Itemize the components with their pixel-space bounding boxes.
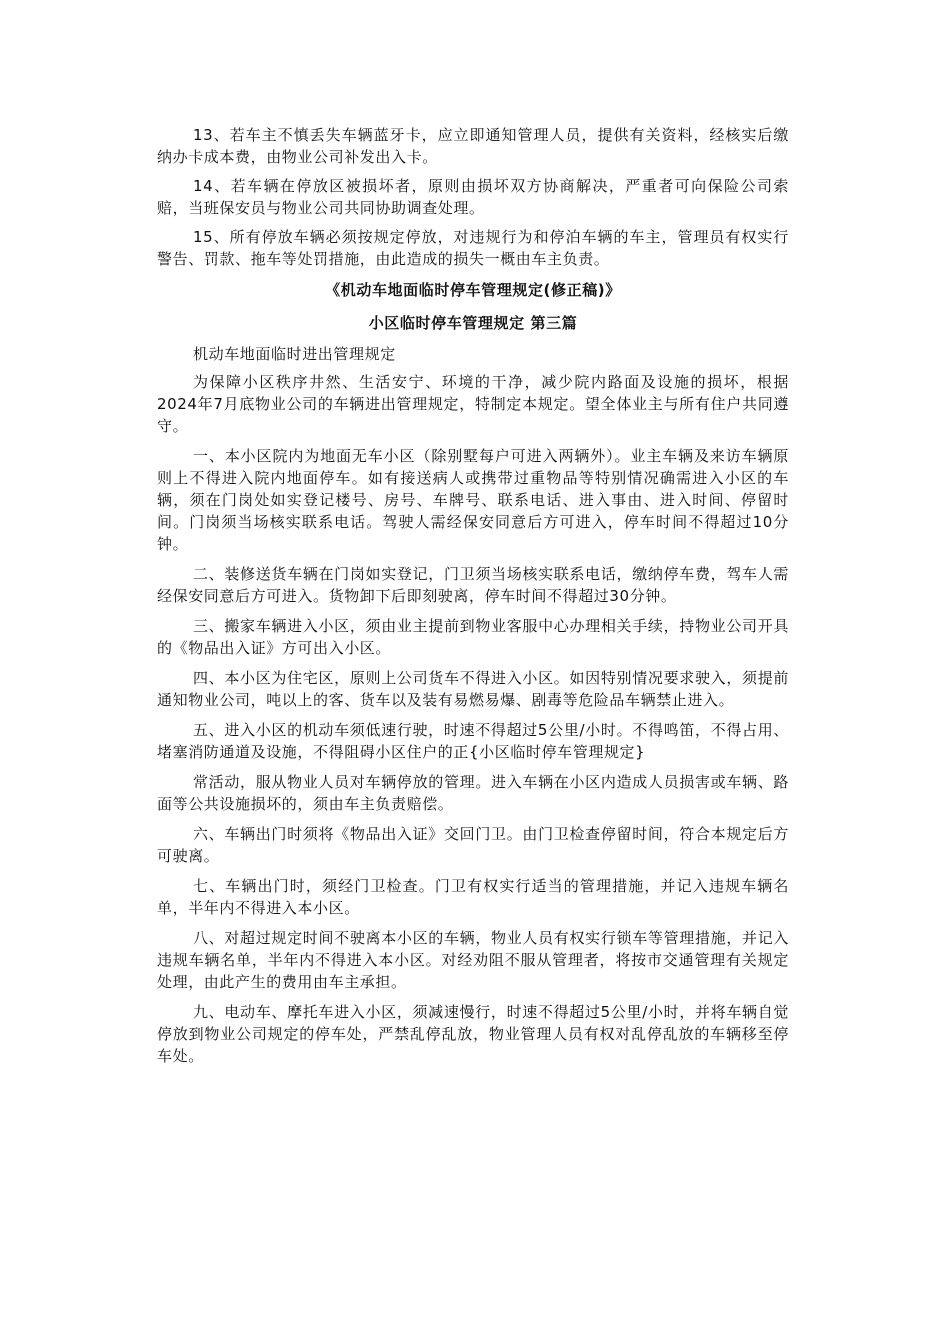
rule-paragraph-3: 三、搬家车辆进入小区，须由业主提前到物业客服中心办理相关手续，持物业公司开具的《物品出入证》方可出入小区。 xyxy=(157,617,789,657)
paragraph-rule-15: 15、所有停放车辆必须按规定停放，对违规行为和停泊车辆的车主，管理员有权实行警告、罚款、拖车等处罚措施，由此造成的损失一概由车主负责。 xyxy=(157,228,789,268)
paragraph-rule-14: 14、若车辆在停放区被损坏者，原则由损坏双方协商解决，严重者可向保险公司索赔，当班保安员与物业公司共同协助调查处理。 xyxy=(157,177,789,217)
section-subheading: 机动车地面临时进出管理规定 xyxy=(193,345,396,363)
rule-paragraph-8: 八、对超过规定时间不驶离本小区的车辆，物业人员有权实行锁车等管理措施，并记入违规车辆名单，半年内不得进入本小区。对经劝阻不服从管理者，将按市交通管理有关规定处理，由此产生的费用由车主承担。 xyxy=(157,929,789,991)
rule-paragraph-9: 九、电动车、摩托车进入小区，须减速慢行，时速不得超过5公里/小时，并将车辆自觉停放到物业公司规定的停车处，严禁乱停乱放，物业管理人员有权对乱停乱放的车辆移至停车处。 xyxy=(157,1003,789,1065)
document-title: 《机动车地面临时停车管理规定(修正稿)》 xyxy=(325,281,621,299)
rule-paragraph-5: 五、进入小区的机动车须低速行驶，时速不得超过5公里/小时。不得鸣笛，不得占用、堵塞消防通道及设施，不得阻碍小区住户的正{小区临时停车管理规定} xyxy=(157,721,789,761)
rule-paragraph-1: 一、本小区院内为地面无车小区（除别墅每户可进入两辆外）。业主车辆及来访车辆原则上不得进入院内地面停车。如有接送病人或携带过重物品等特别情况确需进入小区的车辆，须在门岗处如实登记楼号、房号、车牌号、联系电话、进入事由、进入时间、停留时间。门岗须当场核实联系电话。驾驶人需经保安同意后方可进入，停车时间不得超过10分钟。 xyxy=(157,447,789,553)
rule-paragraph-4: 四、本小区为住宅区，原则上公司货车不得进入小区。如因特别情况要求驶入，须提前通知物业公司，吨以上的客、货车以及装有易燃易爆、剧毒等危险品车辆禁止进入。 xyxy=(157,669,789,709)
rule-paragraph-7: 七、车辆出门时，须经门卫检查。门卫有权实行适当的管理措施，并记入违规车辆名单，半年内不得进入本小区。 xyxy=(157,877,789,917)
paragraph-rule-13: 13、若车主不慎丢失车辆蓝牙卡，应立即通知管理人员，提供有关资料，经核实后缴纳办卡成本费，由物业公司补发出入卡。 xyxy=(157,126,789,166)
intro-paragraph: 为保障小区秩序井然、生活安宁、环境的干净，减少院内路面及设施的损坏，根据2024年7月底物业公司的车辆进出管理规定，特制定本规定。望全体业主与所有住户共同遵守。 xyxy=(157,373,789,435)
rule-paragraph-6: 六、车辆出门时须将《物品出入证》交回门卫。由门卫检查停留时间，符合本规定后方可驶离。 xyxy=(157,825,789,865)
document-page xyxy=(157,124,789,1067)
document-subtitle: 小区临时停车管理规定 第三篇 xyxy=(368,314,578,332)
rule-paragraph-5-continued: 常活动，服从物业人员对车辆停放的管理。进入车辆在小区内造成人员损害或车辆、路面等公共设施损坏的，须由车主负责赔偿。 xyxy=(157,773,789,813)
rule-paragraph-2: 二、装修送货车辆在门岗如实登记，门卫须当场核实联系电话，缴纳停车费，驾车人需经保安同意后方可进入。货物卸下后即刻驶离，停车时间不得超过30分钟。 xyxy=(157,565,789,605)
